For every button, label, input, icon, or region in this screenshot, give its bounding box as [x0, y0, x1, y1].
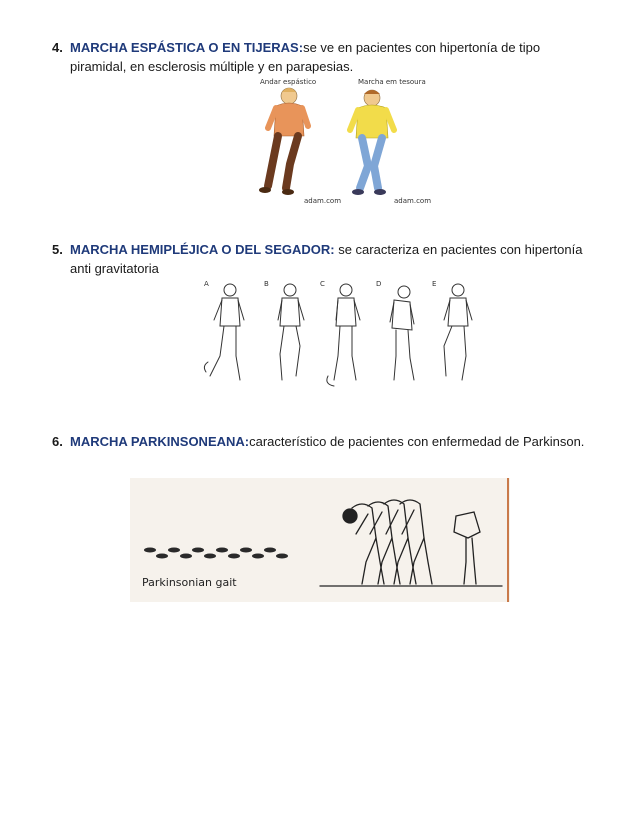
item-number: 4. [52, 40, 63, 55]
item-text [70, 240, 592, 278]
list-item-parkinsonian-gait [52, 432, 592, 451]
item-title: MARCHA ESPÁSTICA O EN TIJERAS: [70, 40, 304, 55]
list-item-hemiplegic-gait [52, 240, 592, 278]
figure-label-b: B [264, 280, 269, 288]
figure-label-left: Andar espástico [260, 78, 317, 86]
watermark-right: adam.com [394, 197, 432, 205]
spastic-gait-illustration [254, 76, 434, 206]
item-body: característico de pacientes con enfermedad de Parkinson. [249, 434, 585, 449]
item-body: se ve en pacientes con hipertonía de tipo piramidal, en esclerosis múltiple y en parapesias. [70, 40, 541, 74]
hemiplegic-gait-illustration [200, 276, 490, 394]
list-item-spastic-gait [52, 38, 592, 76]
figure-label-a: A [204, 280, 209, 288]
figure-label-right: Marcha em tesoura [358, 78, 426, 86]
figure-caption: Parkinsonian gait [142, 576, 237, 589]
item-body: se caracteriza en pacientes con hipertonía anti gravitatoria [70, 242, 583, 276]
figure-label-d: D [376, 280, 382, 288]
figure-label-e: E [432, 280, 437, 288]
item-number: 6. [52, 434, 63, 449]
figure-label-c: C [320, 280, 325, 288]
item-text [70, 432, 592, 451]
watermark-left: adam.com [304, 197, 342, 205]
item-title: MARCHA PARKINSONEANA: [70, 434, 250, 449]
item-number: 5. [52, 242, 63, 257]
item-text [70, 38, 592, 76]
parkinsonian-gait-illustration [130, 478, 510, 602]
item-title: MARCHA HEMIPLÉJICA O DEL SEGADOR: [70, 242, 335, 257]
